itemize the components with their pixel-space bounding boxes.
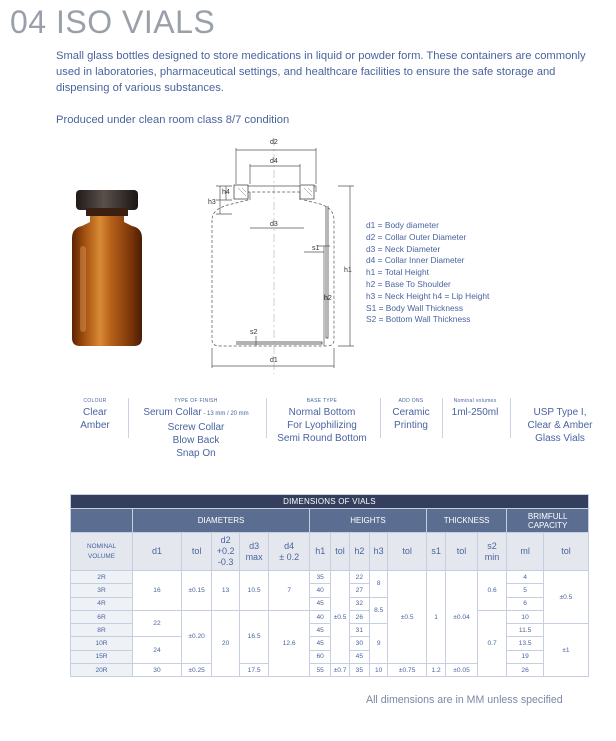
attr-finish: TYPE OF FINISH Serum Collar - 13 mm / 20 mm Screw Collar Blow Back Snap On	[143, 398, 249, 459]
table-cell: 27	[349, 584, 369, 597]
col-tol: tol	[181, 533, 212, 571]
label-d1: d1	[270, 357, 278, 364]
table-cell: ±0.75	[388, 664, 427, 677]
col-h1: h1	[310, 533, 331, 571]
table-cell: 4	[507, 571, 544, 584]
table-cell: ±0.04	[446, 571, 478, 664]
produced-note: Produced under clean room class 8/7 condition	[56, 114, 290, 126]
legend-item: h1 = Total Height	[366, 267, 429, 278]
table-cell: 40	[310, 610, 331, 623]
group-brimfull: BRIMFULL CAPACITY	[507, 509, 589, 533]
table-cell: 26	[349, 610, 369, 623]
table-row	[71, 637, 589, 650]
label-s2: s2	[250, 329, 258, 336]
attr-usp: USP Type I, Clear & Amber Glass Vials	[527, 407, 593, 444]
table-row	[71, 571, 589, 584]
table-cell: 3R	[71, 584, 133, 597]
intro-paragraph: Small glass bottles designed to store medications in liquid or powder form. These containers are commonly used in laboratories, pharmaceutical settings, and healthcare facilities to ensure the safe storage and dispensing of various substances.	[56, 50, 586, 94]
col-d2: d2 +0.2 -0.3	[212, 533, 239, 571]
legend-item: S1 = Body Wall Thickness	[366, 302, 464, 313]
attr-base: BASE TYPE Normal Bottom For Lyophilizing Semi Round Bottom	[277, 398, 367, 444]
table-row	[71, 610, 589, 623]
table-cell: 26	[507, 664, 544, 677]
col-ml: ml	[507, 533, 544, 571]
table-cell: 45	[310, 624, 331, 637]
label-d3: d3	[270, 221, 278, 228]
col-h2: h2	[349, 533, 369, 571]
label-h1: h1	[344, 267, 352, 274]
legend-item: d3 = Neck Diameter	[366, 243, 441, 254]
table-cell: 20R	[71, 664, 133, 677]
table-cell: 8.5	[370, 597, 388, 624]
group-heights: HEIGHTS	[310, 509, 427, 533]
table-cell: 16.5	[239, 610, 269, 663]
table-cell: 22	[349, 571, 369, 584]
group-diameters: DIAMETERS	[133, 509, 310, 533]
legend-item: h3 = Neck Height h4 = Lip Height	[366, 290, 490, 301]
table-cell: 1	[426, 571, 445, 664]
attr-volumes: Nominal volumes 1ml-250ml	[451, 398, 499, 418]
label-d4: d4	[270, 158, 278, 165]
footnote: All dimensions are in MM unless specified	[366, 694, 563, 706]
divider	[266, 398, 267, 438]
divider	[510, 398, 511, 438]
legend-item: d4 = Collar Inner Diameter	[366, 255, 465, 266]
table-cell: 60	[310, 650, 331, 663]
dimensions-table	[70, 494, 589, 677]
label-h3: h3	[208, 199, 216, 206]
page-title: 04 ISO VIALS	[10, 4, 216, 40]
table-cell: 30	[349, 637, 369, 650]
table-cell: 45	[349, 650, 369, 663]
legend-item: h2 = Base To Shoulder	[366, 278, 451, 289]
table-cell: 20	[212, 610, 239, 676]
table-cell: ±0.7	[331, 664, 349, 677]
table-cell: 10	[370, 664, 388, 677]
amber-vial-image	[64, 186, 150, 348]
table-cell: 30	[133, 664, 182, 677]
divider	[380, 398, 381, 438]
col-d3: d3 max	[239, 533, 269, 571]
col-tol: tol	[331, 533, 349, 571]
col-h3: h3	[370, 533, 388, 571]
table-cell: 35	[310, 571, 331, 584]
col-tol: tol	[446, 533, 478, 571]
table-cell: 55	[310, 664, 331, 677]
table-row	[71, 664, 589, 677]
table-cell: 15R	[71, 650, 133, 663]
label-s1: s1	[312, 245, 320, 252]
table-cell: 6R	[71, 610, 133, 623]
table-cell: ±0.5	[331, 571, 349, 664]
blank-header	[71, 509, 133, 533]
dimension-legend	[366, 220, 489, 326]
table-cell: 19	[507, 650, 544, 663]
col-s2: s2 min	[477, 533, 507, 571]
table-cell: 10.5	[239, 571, 269, 611]
table-cell: 6	[507, 597, 544, 610]
table-cell: 9	[370, 624, 388, 664]
table-cell: ±0.5	[543, 571, 588, 624]
label-h2: h2	[324, 295, 332, 302]
divider	[442, 398, 443, 438]
group-thickness: THICKNESS	[426, 509, 506, 533]
col-s1: s1	[426, 533, 445, 571]
table-cell: 7	[269, 571, 310, 611]
table-cell: 8	[370, 571, 388, 598]
table-cell: 10	[507, 610, 544, 623]
legend-item: d1 = Body diameter	[366, 220, 439, 230]
table-cell: 40	[310, 584, 331, 597]
table-cell: 13	[212, 571, 239, 611]
table-cell: ±0.25	[181, 664, 212, 677]
table-cell: ±0.5	[388, 571, 427, 664]
table-cell: ±0.05	[446, 664, 478, 677]
attr-colour: COLOUR Clear Amber	[80, 398, 110, 431]
table-cell: 0.6	[477, 571, 507, 611]
table-cell: 16	[133, 571, 182, 611]
legend-item: d2 = Collar Outer Diameter	[366, 231, 467, 242]
table-title: DIMENSIONS OF VIALS	[71, 495, 589, 509]
col-d4: d4 ± 0.2	[269, 533, 310, 571]
table-cell: 32	[349, 597, 369, 610]
table-cell: 45	[310, 637, 331, 650]
table-cell: 12.6	[269, 610, 310, 676]
table-cell: ±1	[543, 624, 588, 677]
table-cell: 45	[310, 597, 331, 610]
table-cell: 31	[349, 624, 369, 637]
table-cell: ±0.15	[181, 571, 212, 611]
table-cell: 4R	[71, 597, 133, 610]
col-tol: tol	[388, 533, 427, 571]
table-cell: 0.7	[477, 610, 507, 676]
legend-item: S2 = Bottom Wall Thickness	[366, 314, 471, 325]
divider	[128, 398, 129, 438]
col-tol: tol	[543, 533, 588, 571]
table-cell: 2R	[71, 571, 133, 584]
table-cell: 5	[507, 584, 544, 597]
table-cell: 22	[133, 610, 182, 637]
table-cell: 8R	[71, 624, 133, 637]
attr-addons: ADD ONS Ceramic Printing	[392, 398, 430, 431]
table-cell: 17.5	[239, 664, 269, 677]
table-cell: ±0.20	[181, 610, 212, 663]
label-d2: d2	[270, 139, 278, 146]
table-cell: 13.5	[507, 637, 544, 650]
vial-technical-drawing	[196, 128, 364, 374]
table-cell: 11.5	[507, 624, 544, 637]
table-cell: 10R	[71, 637, 133, 650]
table-cell: 24	[133, 637, 182, 664]
label-h4: h4	[222, 189, 230, 196]
col-nominal: NOMINAL VOLUME	[71, 533, 133, 571]
table-cell: 35	[349, 664, 369, 677]
col-d1: d1	[133, 533, 182, 571]
table-cell: 1.2	[426, 664, 445, 677]
